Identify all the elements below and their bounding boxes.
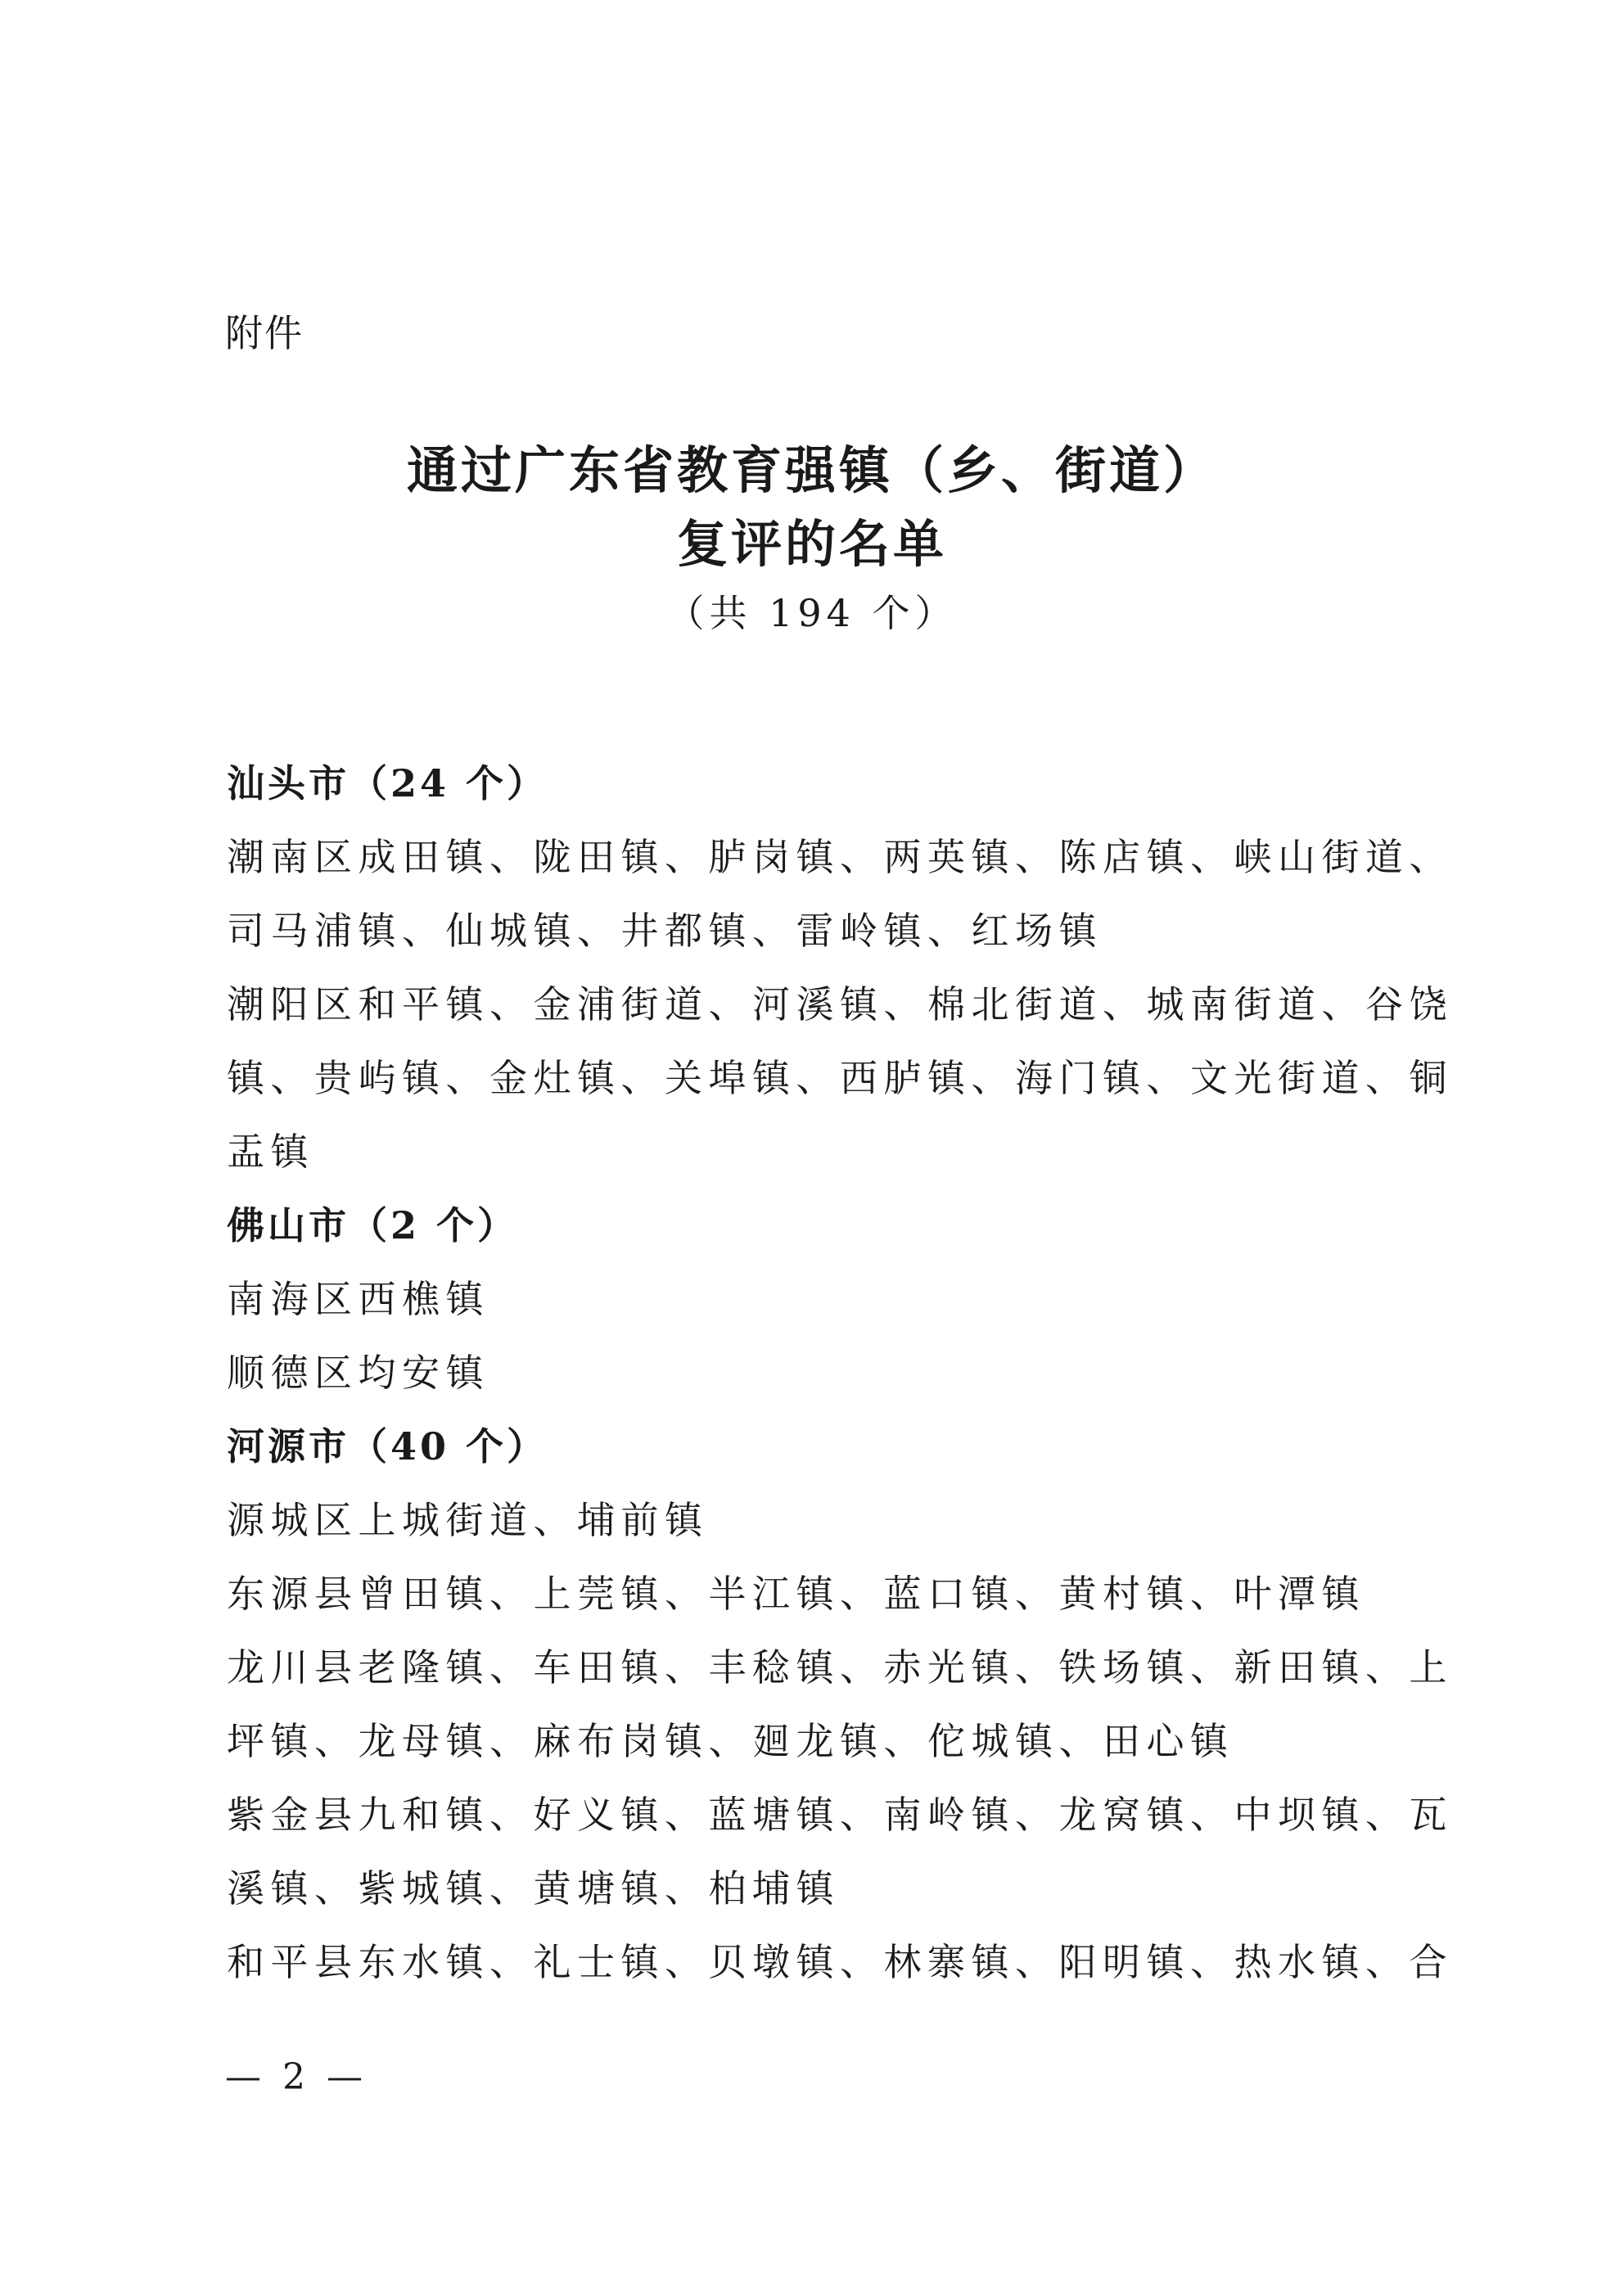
- attachment-label: 附件: [225, 311, 304, 355]
- list-line: 溪镇、紫城镇、黄塘镇、柏埔镇: [227, 1866, 840, 1911]
- list-line: 源城区上城街道、埔前镇: [227, 1498, 709, 1542]
- city-heading-foshan: 佛山市（2 个）: [227, 1203, 519, 1248]
- title-line-2: 复评的名单: [676, 514, 947, 574]
- list-line: 司马浦镇、仙城镇、井都镇、雷岭镇、红场镇: [227, 909, 1103, 953]
- list-line: 和平县东水镇、礼士镇、贝墩镇、林寨镇、阳明镇、热水镇、合: [227, 1940, 1453, 1984]
- list-line: 南海区西樵镇: [227, 1277, 489, 1321]
- list-line: 顺德区均安镇: [227, 1351, 489, 1395]
- list-line: 潮阳区和平镇、金浦街道、河溪镇、棉北街道、城南街道、谷饶: [227, 982, 1453, 1026]
- page-number: — 2 —: [225, 2056, 368, 2098]
- list-line: 东源县曾田镇、上莞镇、半江镇、蓝口镇、黄村镇、叶潭镇: [227, 1572, 1365, 1616]
- list-line: 坪镇、龙母镇、麻布岗镇、廻龙镇、佗城镇、田心镇: [227, 1719, 1234, 1763]
- name-list: [227, 747, 1453, 1999]
- city-heading-heyuan: 河源市（40 个）: [227, 1424, 548, 1469]
- document-title: [0, 434, 1624, 640]
- city-heading-shantou: 汕头市（24 个）: [227, 761, 548, 805]
- list-line: 龙川县老隆镇、车田镇、丰稔镇、赤光镇、铁场镇、新田镇、上: [227, 1645, 1453, 1690]
- list-line: 镇、贵屿镇、金灶镇、关埠镇、西胪镇、海门镇、文光街道、铜: [227, 1056, 1453, 1100]
- title-line-1: 通过广东省教育强镇（乡、街道）: [406, 440, 1217, 500]
- list-line: 紫金县九和镇、好义镇、蓝塘镇、南岭镇、龙窝镇、中坝镇、瓦: [227, 1793, 1453, 1837]
- list-line: 盂镇: [227, 1130, 314, 1174]
- title-count: （共 194 个）: [666, 591, 958, 635]
- list-line: 潮南区成田镇、陇田镇、胪岗镇、两英镇、陈店镇、峡山街道、: [227, 835, 1453, 879]
